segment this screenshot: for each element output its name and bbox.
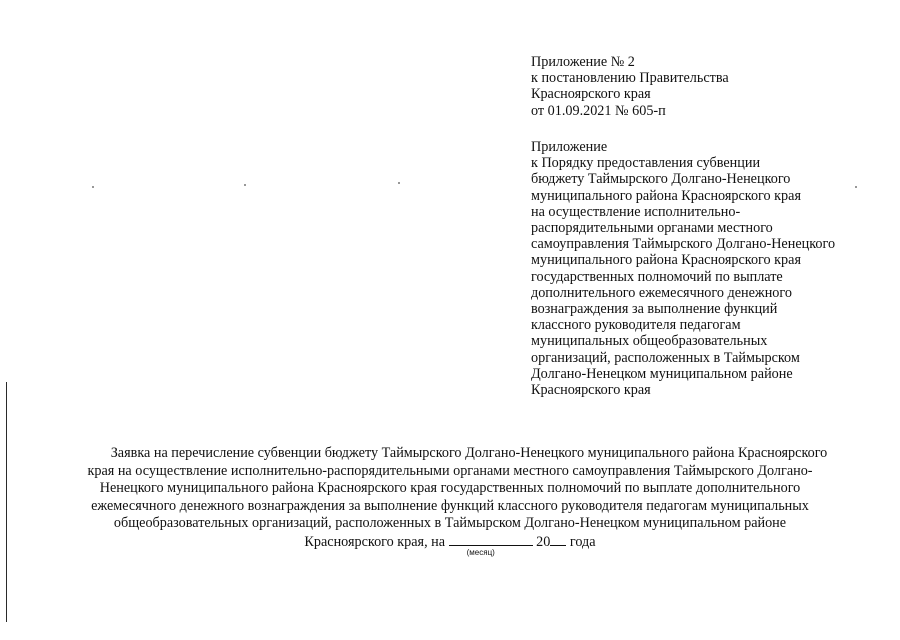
appendix-header-line: к постановлению Правительства [531, 70, 729, 87]
month-caption: (месяц) [466, 547, 495, 557]
request-title-suffix: года [569, 533, 596, 550]
scan-speck [244, 184, 246, 186]
appendix-sub-line: бюджету Таймырского Долгано-Ненецкого [531, 171, 791, 188]
request-title-line: края на осуществление исполнительно-распорядительными органами местного самоуправления Таймырского Долгано- [87, 462, 813, 479]
year-blank-field[interactable] [550, 533, 566, 546]
appendix-header-line: от 01.09.2021 № 605-п [531, 102, 666, 119]
appendix-sub-line: муниципального района Красноярского края [531, 187, 801, 204]
appendix-sub-line: государственных полномочий по выплате [531, 268, 783, 285]
scan-speck [398, 182, 400, 184]
appendix-procedure-reference [531, 139, 871, 398]
appendix-sub-line: муниципального района Красноярского края [531, 252, 801, 269]
appendix-sub-line: вознаграждения за выполнение функций [531, 301, 778, 318]
appendix-sub-line: Долгано-Ненецком муниципальном районе [531, 365, 793, 382]
request-title [20, 445, 880, 557]
appendix-sub-line: Приложение [531, 139, 608, 155]
month-blank-field[interactable] [449, 533, 533, 557]
appendix-sub-line: муниципальных общеобразовательных [531, 333, 768, 350]
appendix-sub-line: самоуправления Таймырского Долгано-Ненецкого [531, 236, 836, 253]
scan-edge-line [6, 382, 7, 622]
appendix-sub-line: Красноярского края [531, 382, 651, 399]
request-title-prefix: Красноярского края, на [304, 533, 446, 550]
request-title-line: ежемесячного денежного вознаграждения за выполнение функций классного руководителя педагогам муниципальных [91, 497, 809, 514]
scan-speck [92, 186, 94, 188]
appendix-sub-line: к Порядку предоставления субвенции [531, 155, 761, 172]
appendix-header-line: Приложение № 2 [531, 54, 635, 70]
request-title-last-line [20, 533, 880, 557]
appendix-header [531, 54, 871, 119]
year-prefix: 20 [536, 533, 551, 550]
appendix-sub-line: дополнительного ежемесячного денежного [531, 284, 792, 301]
appendix-sub-line: распорядительными органами местного [531, 220, 773, 237]
appendix-sub-line: организаций, расположенных в Таймырском [531, 349, 800, 366]
appendix-sub-line: классного руководителя педагогам [531, 317, 741, 334]
request-title-line: Ненецкого муниципального района Красноярского края государственных полномочий по выплате дополнительного [99, 480, 801, 496]
request-title-line: Заявка на перечисление субвенции бюджету Таймырского Долгано-Ненецкого муниципального района Красноярского [110, 445, 828, 461]
request-title-line: общеобразовательных организаций, расположенных в Таймырском Долгано-Ненецком муниципальном районе [113, 515, 787, 531]
appendix-sub-line: на осуществление исполнительно- [531, 203, 741, 220]
appendix-header-line: Красноярского края [531, 86, 651, 103]
